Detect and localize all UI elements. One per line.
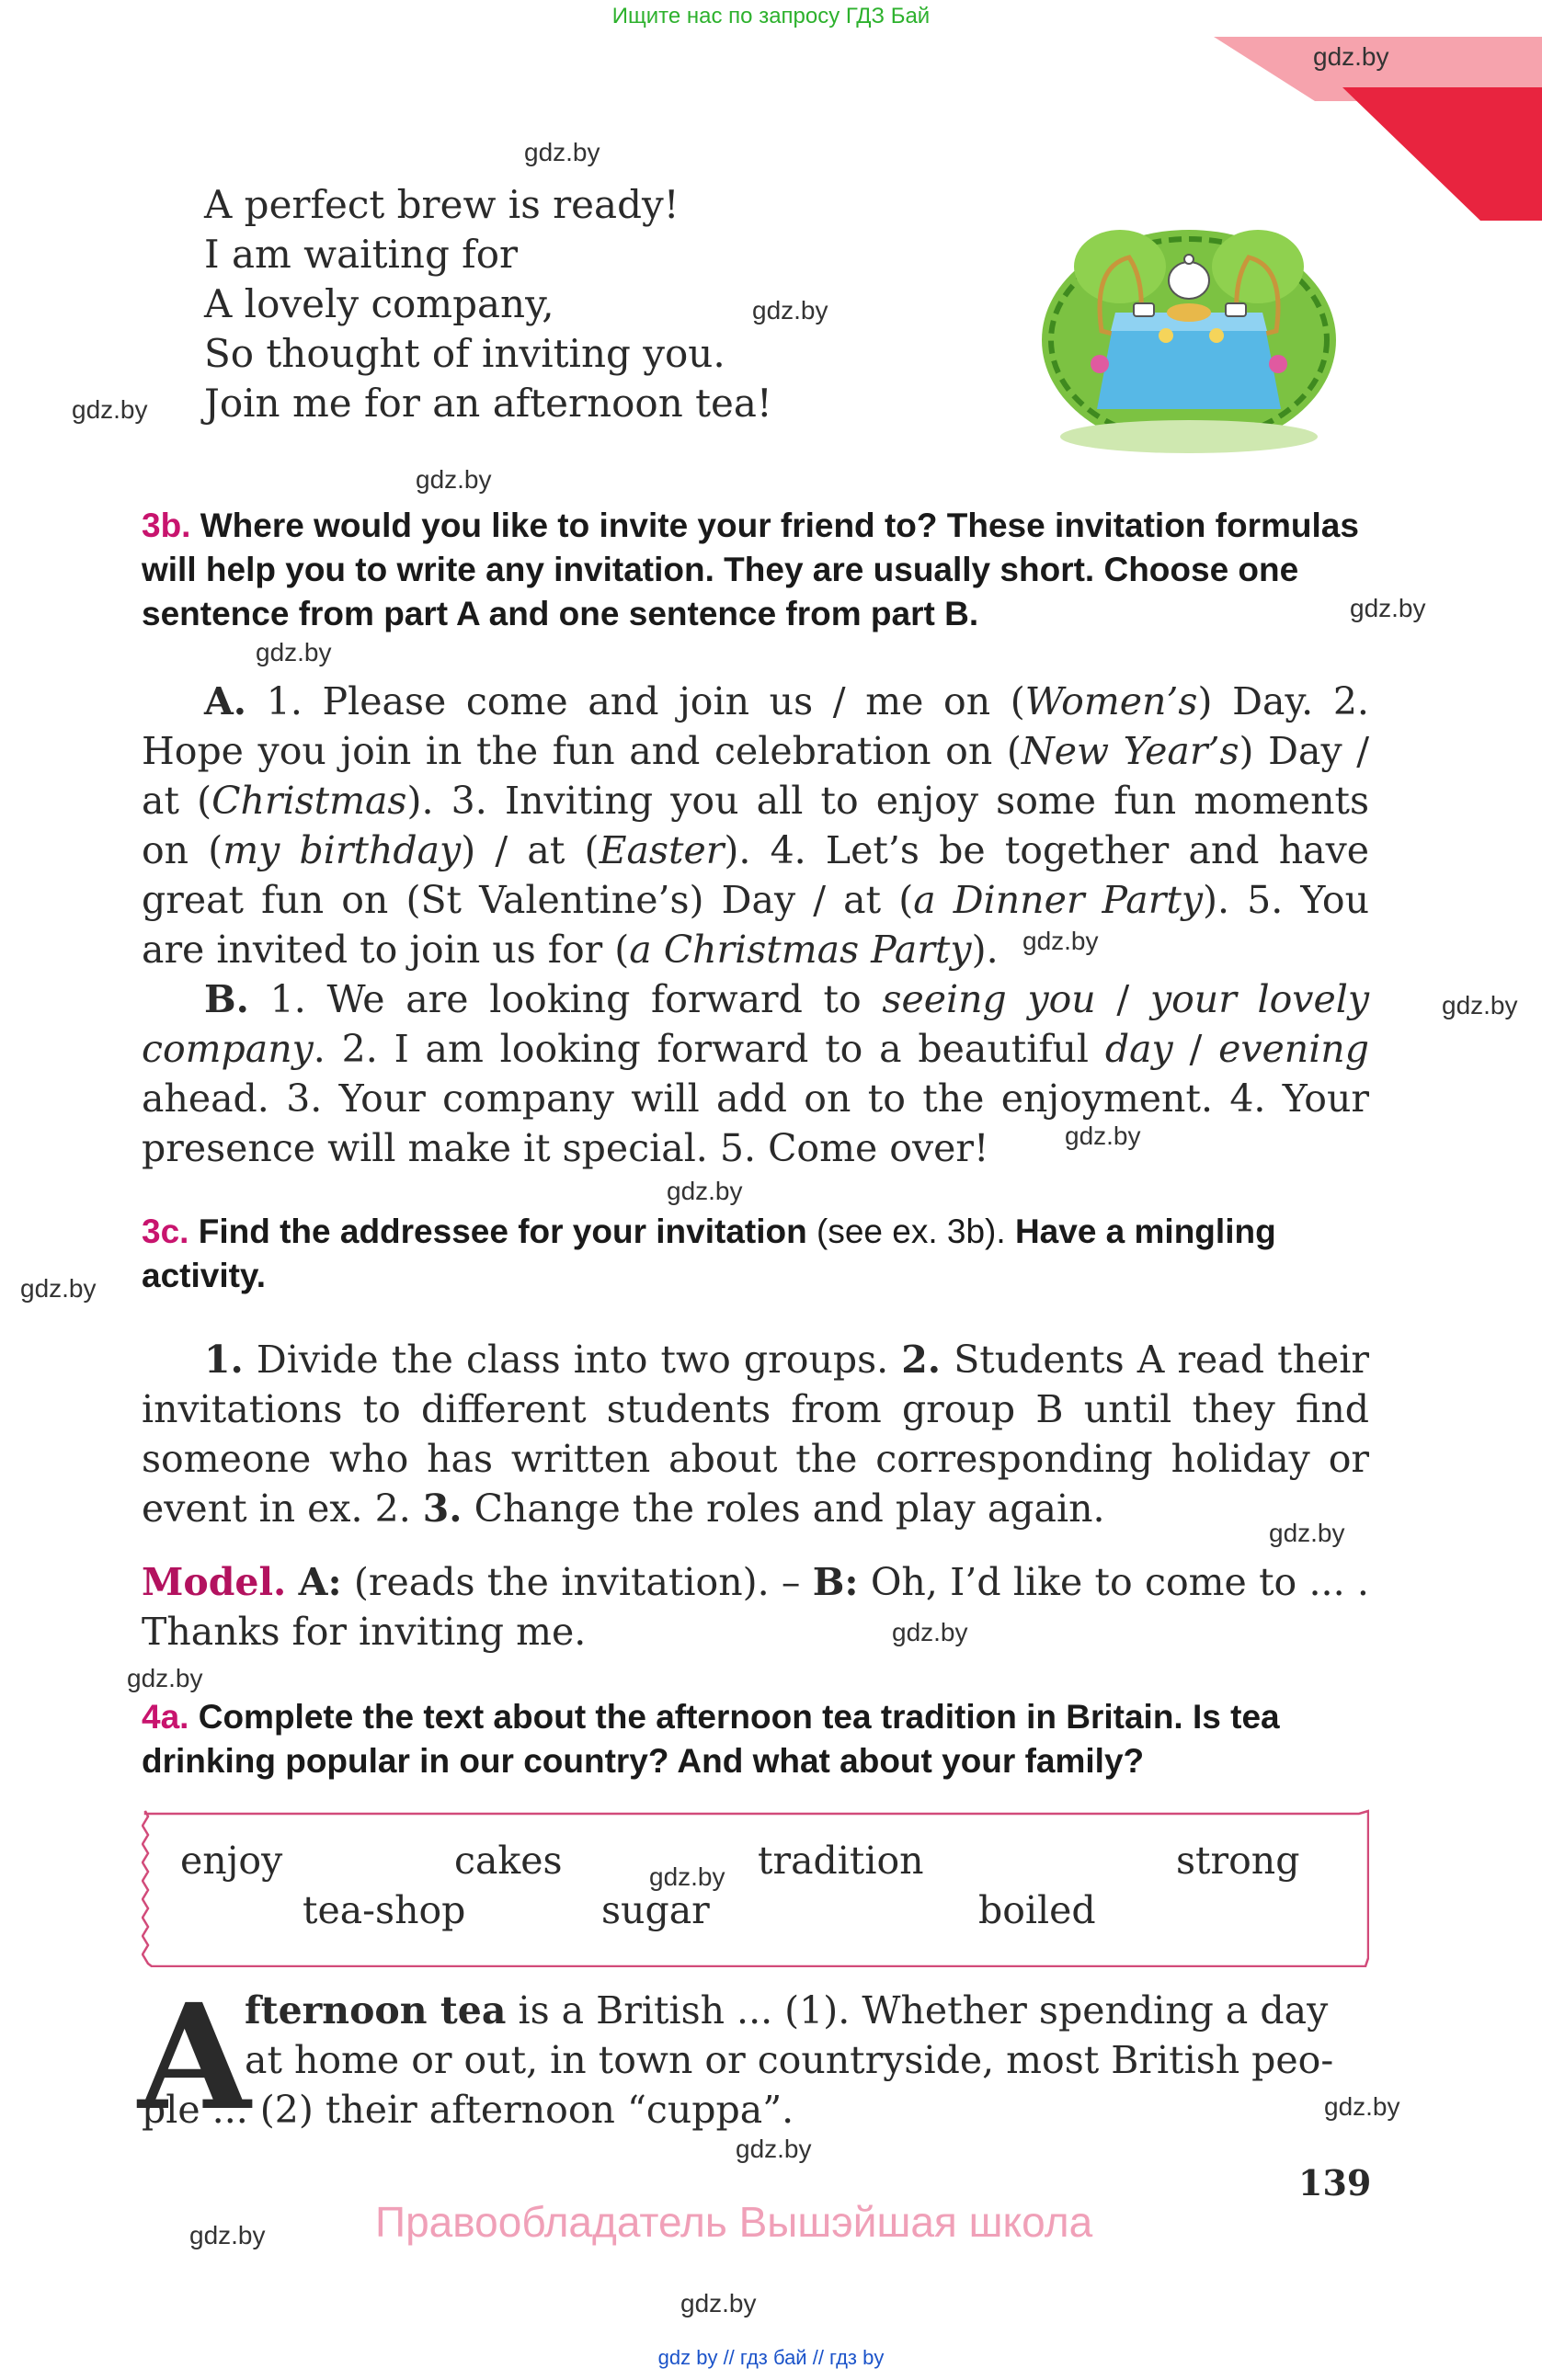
sentence-italic: a Christmas Party xyxy=(629,928,972,972)
sentence-number: 2. xyxy=(1332,679,1369,723)
watermark: gdz.by xyxy=(127,1664,203,1692)
part-a-label: A. xyxy=(204,679,247,723)
sentence-number: 3. xyxy=(286,1076,323,1121)
sentence-number: 2. xyxy=(341,1027,378,1071)
poem-line: A lovely company, xyxy=(204,281,554,326)
text-bold: fternoon tea xyxy=(245,1988,507,2033)
ex4a-text: Complete the text about the afternoon tea tradition in Britain. Is tea drinking popular in our country? And what about your family? xyxy=(142,1698,1280,1780)
sentence-italic: Christmas xyxy=(211,779,407,823)
teapot xyxy=(1169,262,1209,299)
word-bank-item: enjoy xyxy=(180,1839,283,1883)
model-dialogue xyxy=(142,1557,1369,1657)
sentence-number: 1. xyxy=(266,679,303,723)
sentence-text: ). xyxy=(724,828,751,872)
watermark: gdz.by xyxy=(680,2289,757,2317)
watermark: gdz.by xyxy=(1350,594,1426,622)
sentence-italic: your lovely company xyxy=(142,977,1369,1071)
drop-cap: A xyxy=(138,1973,251,2143)
watermark: gdz.by xyxy=(1313,42,1389,71)
watermark: gdz.by xyxy=(416,465,492,494)
sentence-number: 1. xyxy=(269,977,306,1021)
sentence-text: . xyxy=(313,1027,326,1071)
sentence-italic: a Dinner Party xyxy=(913,878,1203,922)
sentence-italic: evening xyxy=(1218,1027,1369,1071)
teacup-left xyxy=(1134,303,1154,316)
sentence-text: ) Day. xyxy=(1197,679,1314,723)
sentence-number: 4. xyxy=(1229,1076,1266,1121)
sentence-number: 4. xyxy=(770,828,806,872)
sentence-number: 5. xyxy=(719,1126,757,1170)
grass xyxy=(1060,420,1318,453)
word-bank-border xyxy=(142,1807,1369,1967)
poem-line: A perfect brew is ready! xyxy=(204,182,680,227)
watermark: gdz.by xyxy=(892,1618,968,1646)
watermark: gdz.by xyxy=(1442,991,1518,1019)
sentence-text: Please come and join us / me on ( xyxy=(322,679,1025,723)
poem xyxy=(204,180,772,428)
ex4a-instruction xyxy=(142,1695,1369,1783)
ex3b-text: Where would you like to invite your friend to? These invitation formulas will help you to write any invitation. They are usually short. Choose one sentence from part A and one sentence from part B. xyxy=(142,507,1359,632)
word-bank-item: tea-shop xyxy=(303,1888,466,1932)
watermark: gdz.by xyxy=(256,638,332,666)
ex3b-number: 3b. xyxy=(142,507,191,544)
sentence-text: ) / at ( xyxy=(461,828,600,872)
watermark: gdz.by xyxy=(1324,2092,1400,2121)
sentence-number: 5. xyxy=(1247,878,1284,922)
model-label: Model. xyxy=(142,1560,287,1604)
ribbon-right xyxy=(1269,355,1287,373)
text-line: ple ... (2) their afternoon “cuppa”. xyxy=(142,2088,794,2132)
ex3c-text: Find the addressee for your invitation xyxy=(198,1213,807,1250)
copyright-notice: Правообладатель Вышэйшая школа xyxy=(375,2198,1093,2246)
sentence-text: I am looking forward to a beautiful xyxy=(394,1027,1105,1071)
afternoon-tea-text xyxy=(142,1986,1369,2135)
ribbon-left xyxy=(1091,355,1109,373)
top-note: Ищите нас по запросу ГДЗ Бай xyxy=(611,4,931,28)
word-bank-item: sugar xyxy=(601,1888,710,1932)
word-bank-item: cakes xyxy=(454,1839,563,1883)
poem-line: Join me for an afternoon tea! xyxy=(204,381,772,426)
sentence-text: ). xyxy=(971,928,999,972)
bottom-note: gdz by // гдз бай // гдз by xyxy=(657,2346,885,2369)
word-bank-item: tradition xyxy=(758,1839,924,1883)
part-b-label: B. xyxy=(204,977,249,1021)
sentence-italic: day xyxy=(1104,1027,1173,1071)
speaker-b-text: Oh, I’d like to come to ... . Thanks for inviting me. xyxy=(142,1560,1369,1654)
ex3c-text: Have a mingling activity. xyxy=(142,1213,1276,1294)
ex4a-number: 4a. xyxy=(142,1698,189,1736)
speaker-a: A: xyxy=(298,1560,342,1604)
text-line: at home or out, in town or countryside, most British peo- xyxy=(245,2038,1334,2082)
step-number: 1. xyxy=(204,1338,244,1382)
step-text: Change the roles and play again. xyxy=(474,1486,1105,1531)
cake-plate xyxy=(1167,303,1211,322)
watermark: gdz.by xyxy=(649,1862,725,1891)
sentence-text: Your presence will make it special. xyxy=(142,1076,1369,1170)
watermark: gdz.by xyxy=(667,1177,743,1205)
watermark: gdz.by xyxy=(72,395,148,424)
sentence-italic: Easter xyxy=(599,828,725,872)
word-bank-item: strong xyxy=(1176,1839,1300,1883)
sentence-number: 3. xyxy=(451,779,487,823)
sentence-text: Your company will add on to the enjoyment. xyxy=(338,1076,1213,1121)
sentence-text: We are looking forward to xyxy=(326,977,883,1021)
ex3b-part-a xyxy=(142,677,1369,974)
watermark: gdz.by xyxy=(524,138,600,166)
step-number: 3. xyxy=(422,1486,463,1531)
watermark: gdz.by xyxy=(20,1274,97,1303)
step-text: Students A read their invitations to different students from group B until they find someone who has written about the corresponding holiday or event in ex. 2. xyxy=(142,1338,1369,1531)
step-text: Divide the class into two groups. xyxy=(256,1338,889,1382)
word-bank xyxy=(142,1807,1369,1967)
word-bank-item: boiled xyxy=(978,1888,1096,1932)
poem-line: So thought of inviting you. xyxy=(204,331,725,376)
watermark: gdz.by xyxy=(1065,1122,1141,1150)
tea-party-illustration xyxy=(1037,184,1341,460)
watermark: gdz.by xyxy=(752,296,828,325)
ex3b-part-b xyxy=(142,974,1369,1173)
watermark: gdz.by xyxy=(736,2135,812,2163)
page-number: 139 xyxy=(1298,2162,1372,2203)
sentence-text: / xyxy=(1095,977,1150,1021)
sentence-italic: seeing you xyxy=(882,977,1096,1021)
teacup-right xyxy=(1226,303,1246,316)
sentence-text: ) Day / at ( xyxy=(142,729,1370,823)
ex3b-instruction xyxy=(142,504,1369,636)
ex3c-reference: (see ex. 3b). xyxy=(806,1213,1015,1250)
sentence-italic: Women’s xyxy=(1024,679,1198,723)
sentence-text: / xyxy=(1172,1027,1219,1071)
sentence-text: You are invited to join us for ( xyxy=(142,878,1369,972)
corner-stripe-dark xyxy=(1342,87,1542,221)
ex3c-instruction xyxy=(142,1210,1369,1298)
sentence-italic: New Year’s xyxy=(1021,729,1239,773)
sentence-text: ahead. xyxy=(142,1076,269,1121)
ex3c-number: 3c. xyxy=(142,1213,189,1250)
sentence-text: Inviting you all to enjoy some fun moments on ( xyxy=(142,779,1369,872)
speaker-a-text: (reads the invitation). – xyxy=(353,1560,801,1604)
watermark: gdz.by xyxy=(1269,1519,1345,1547)
sentence-text: ). xyxy=(406,779,434,823)
ex3c-paragraph xyxy=(142,1335,1369,1533)
sentence-text: ). xyxy=(1202,878,1230,922)
watermark: gdz.by xyxy=(1022,927,1099,955)
sentence-text: Come over! xyxy=(768,1126,989,1170)
text-line: is a British ... (1). Whether spending a day xyxy=(506,1988,1329,2033)
speaker-b: B: xyxy=(812,1560,859,1604)
watermark: gdz.by xyxy=(189,2221,266,2249)
sentence-text: Hope you join in the fun and celebration on ( xyxy=(142,729,1022,773)
step-number: 2. xyxy=(901,1338,942,1382)
sentence-text: Let’s be together and have great fun on (St Valentine’s) Day / at ( xyxy=(142,828,1370,922)
sentence-italic: my birthday xyxy=(223,828,462,872)
poem-line: I am waiting for xyxy=(204,232,519,277)
